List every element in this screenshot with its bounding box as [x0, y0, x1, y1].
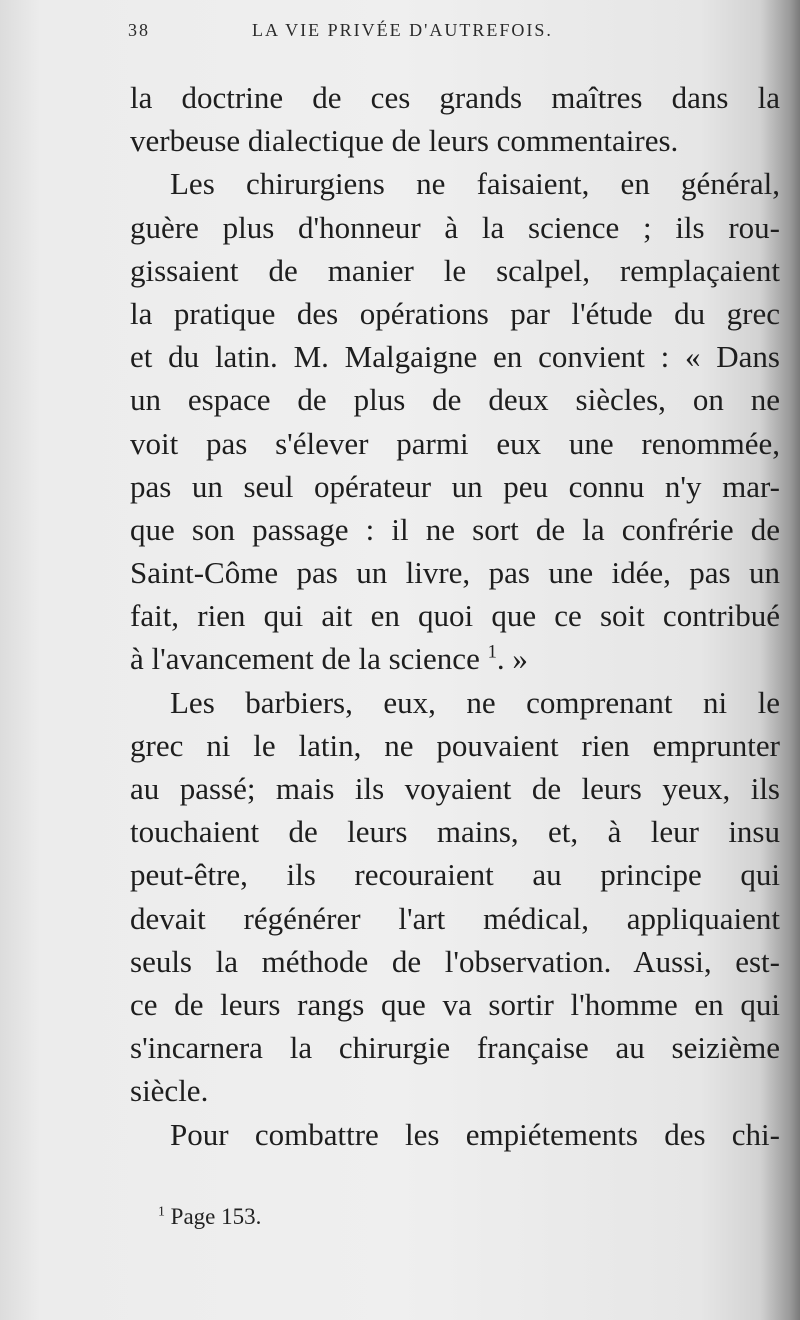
text-line: seuls la méthode de l'observation. Aussi, est- [130, 943, 780, 979]
running-title: LA VIE PRIVÉE D'AUTREFOIS. [252, 20, 553, 40]
text-line: siècle. [130, 1073, 209, 1109]
text-line: Les chirurgiens ne faisaient, en général, [170, 166, 780, 202]
text-line: touchaient de leurs mains, et, à leur insu [130, 814, 780, 850]
text-line: verbeuse dialectique de leurs commentaires. [130, 123, 679, 159]
text-line: grec ni le latin, ne pouvaient rien emprunter [130, 727, 780, 763]
text-line: et du latin. M. Malgaigne en convient : « Dans [130, 339, 780, 375]
text-line: ce de leurs rangs que va sortir l'homme en qui [130, 986, 780, 1022]
text-line: Pour combattre les empiétements des chi- [170, 1116, 780, 1152]
body-text [130, 76, 780, 1156]
text-line-tail: . » [496, 641, 528, 677]
text-line: fait, rien qui ait en quoi que ce soit contribué [130, 598, 780, 634]
text-line: un espace de plus de deux siècles, on ne [130, 382, 780, 418]
text-line: la pratique des opérations par l'étude du grec [130, 295, 780, 331]
footnote-marker: 1 [158, 1203, 165, 1219]
text-line: gissaient de manier le scalpel, remplaçaient [130, 252, 780, 288]
text-line: Saint-Côme pas un livre, pas une idée, pas un [130, 555, 780, 591]
text-line: devait régénérer l'art médical, appliquaient [130, 900, 780, 936]
text-line: au passé; mais ils voyaient de leurs yeux, ils [130, 771, 780, 806]
text-line: Les barbiers, eux, ne comprenant ni le [170, 684, 780, 720]
footnote [158, 1204, 558, 1230]
text-line-with-footnote [130, 637, 780, 680]
page-number: 38 [128, 20, 150, 40]
text-line: que son passage : il ne sort de la confrérie de [130, 511, 780, 547]
text-line-main: à l'avancement de la science [130, 641, 480, 677]
text-line: voit pas s'élever parmi eux une renommée, [130, 425, 780, 461]
text-line: s'incarnera la chirurgie française au seizième [130, 1030, 780, 1066]
text-line: pas un seul opérateur un peu connu n'y mar- [130, 468, 780, 504]
footnote-reference[interactable]: 1 [487, 642, 497, 664]
text-line: peut-être, ils recouraient au principe qui [130, 857, 780, 893]
text-line: guère plus d'honneur à la science ; ils rou- [130, 209, 780, 245]
text-line: la doctrine de ces grands maîtres dans la [130, 80, 780, 115]
running-head [128, 20, 658, 50]
footnote-text: Page 153. [170, 1204, 262, 1229]
